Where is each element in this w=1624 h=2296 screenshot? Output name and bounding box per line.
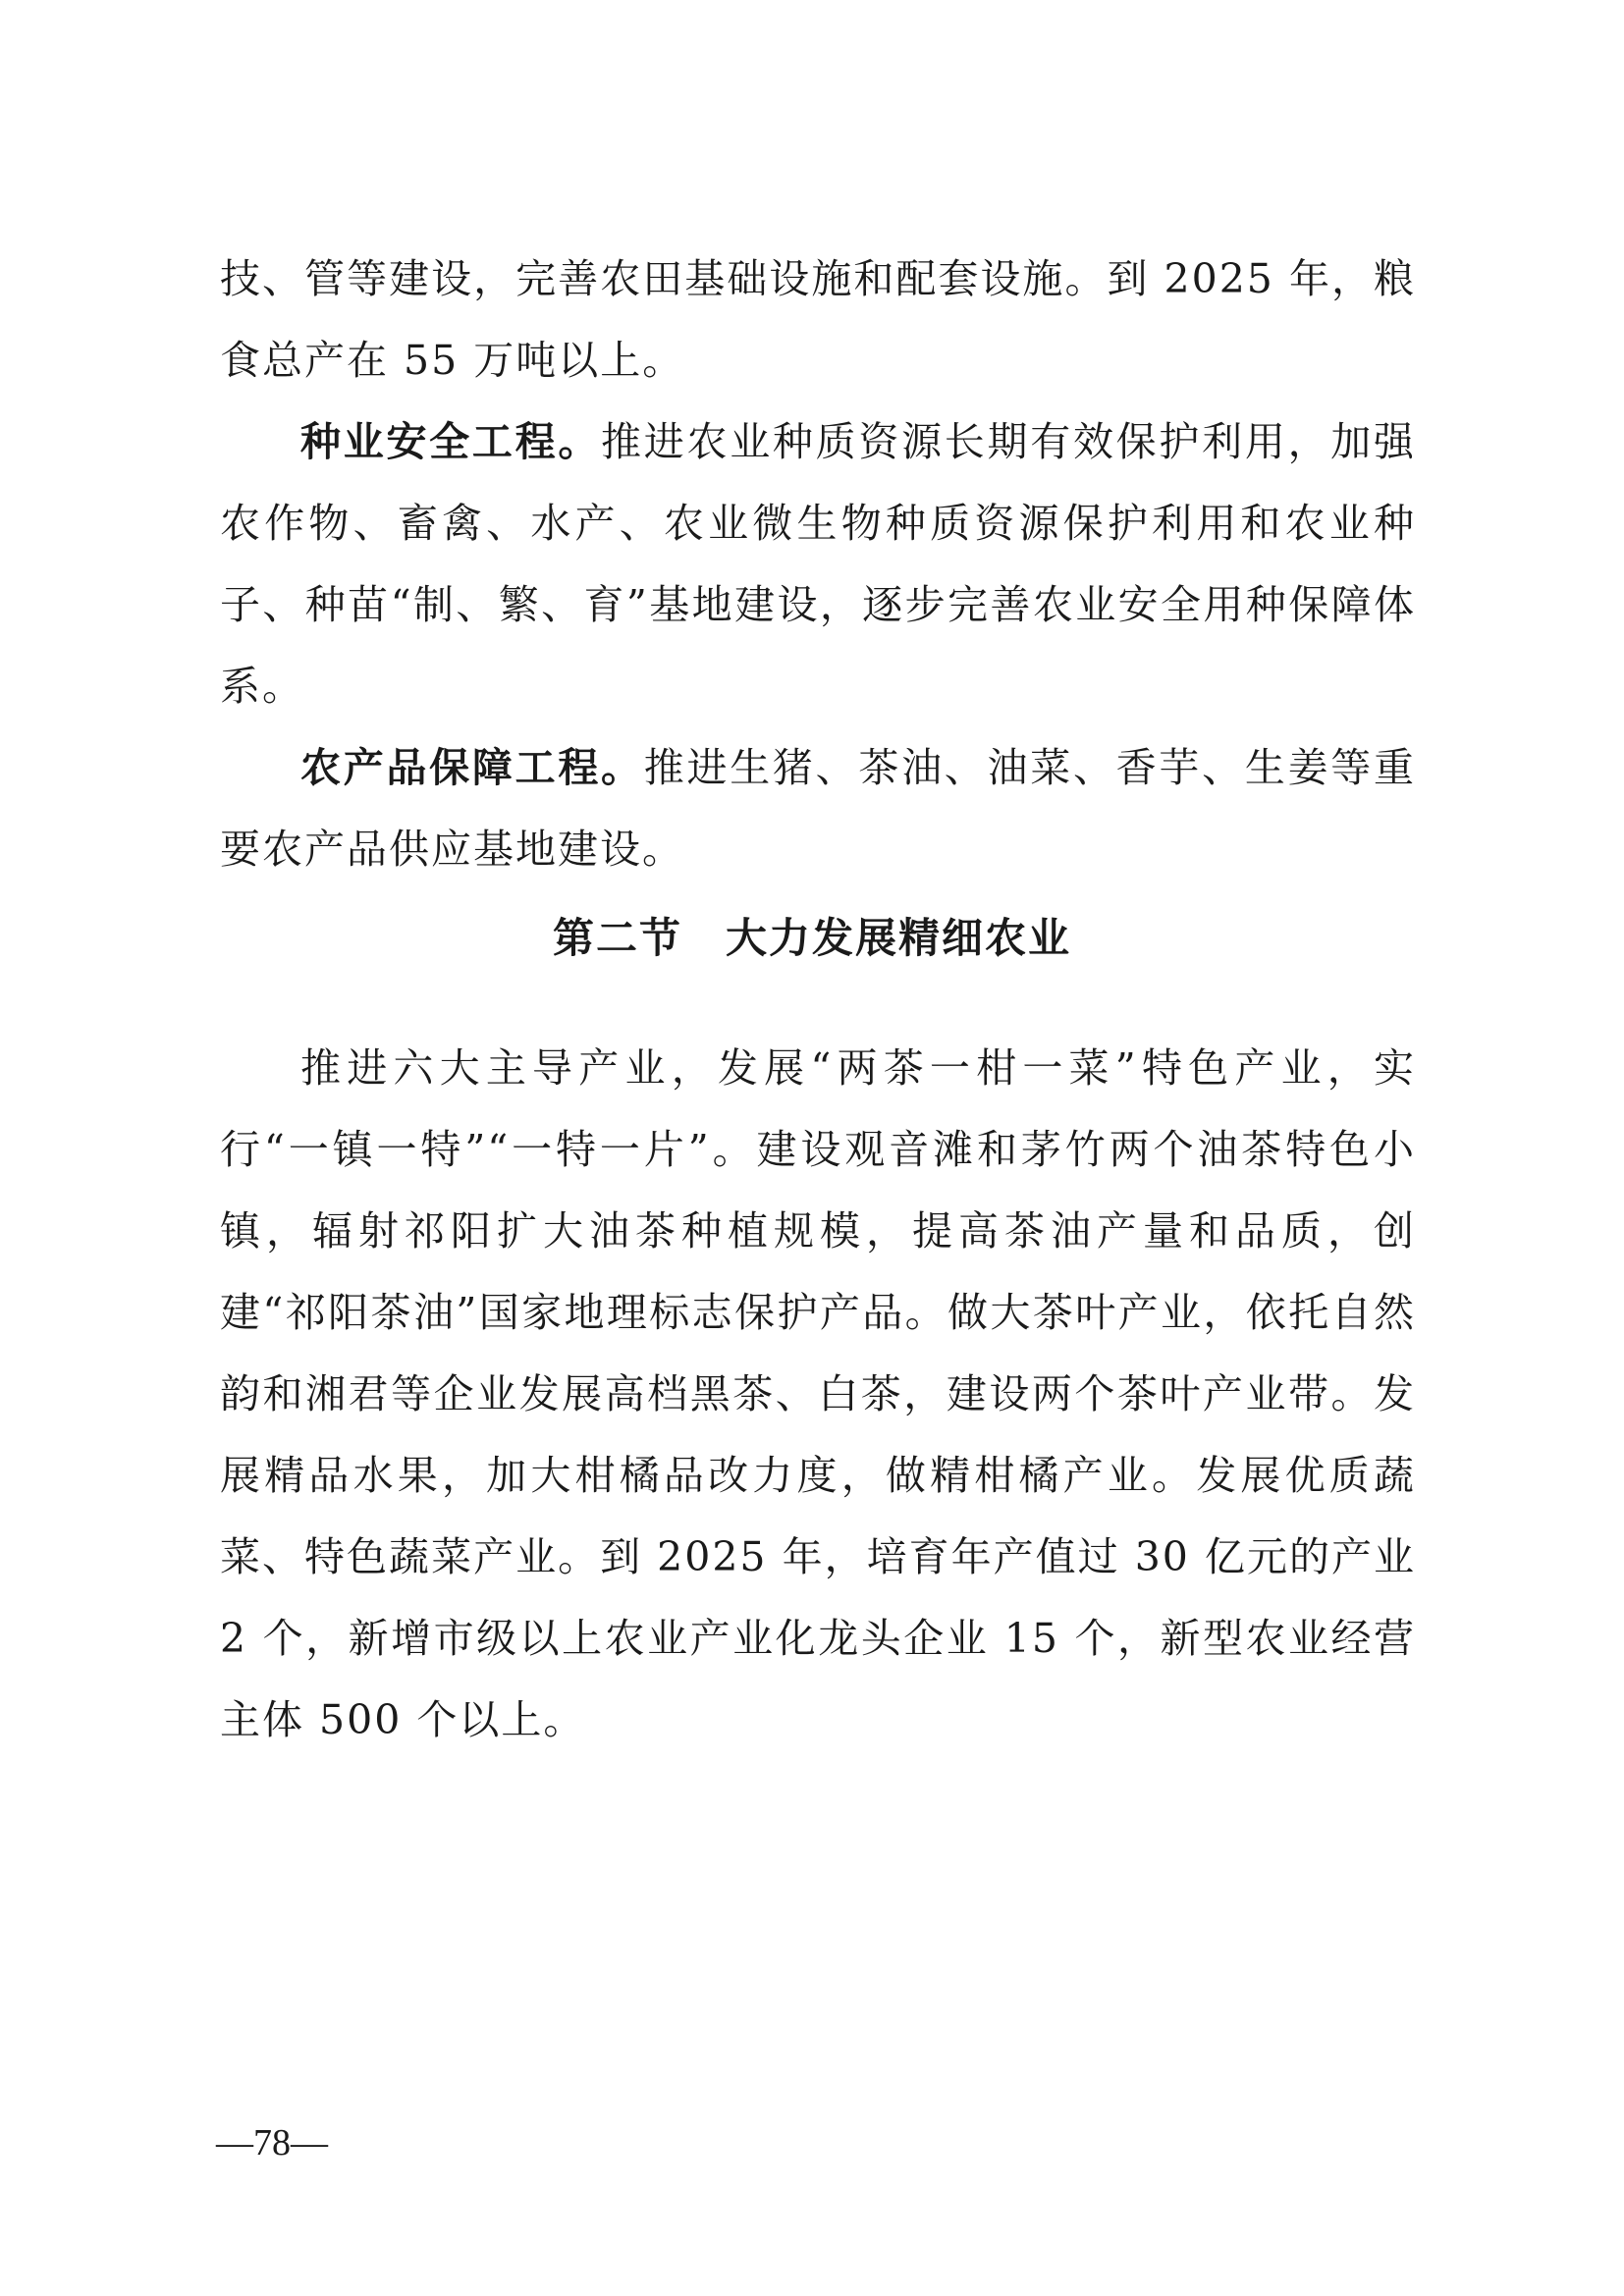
top-text-block	[220, 239, 1416, 890]
paragraph-farmland	[220, 239, 1416, 401]
paragraph-text: 推进六大主导产业，发展“两茶一柑一菜”特色产业，实行“一镇一特”“一特一片”。建设观音滩和茅竹两个油茶特色小镇，辐射祁阳扩大油茶种植规模，提高茶油产量和品质，创建“祁阳茶油”国家地理标志保护产品。做大茶叶产业，依托自然韵和湘君等企业发展高档黑茶、白茶，建设两个茶叶产业带。发展精品水果，加大柑橘品改力度，做精柑橘产业。发展优质蔬菜、特色蔬菜产业。到 2025 年，培育年产值过 30 亿元的产业 2 个，新增市级以上农业产业化龙头企业 15 个，新型农业经营主体 500 个以上。	[220, 1044, 1416, 1743]
paragraph-lead: 种业安全工程。	[300, 418, 602, 465]
paragraph-text: 推进生猪、茶油、油菜、香芋、生姜等重要农产品供应基地建设。	[220, 744, 1417, 873]
section-heading	[0, 909, 1624, 968]
paragraph-produce-supply	[220, 727, 1416, 890]
bottom-text-block	[220, 1028, 1416, 1761]
paragraph-lead: 农产品保障工程。	[300, 744, 644, 791]
paragraph-text: 技、管等建设，完善农田基础设施和配套设施。到 2025 年，粮食总产在 55 万吨以上。	[220, 255, 1416, 384]
section-number: 第二节	[552, 914, 682, 962]
section-title: 大力发展精细农业	[726, 914, 1072, 962]
paragraph-text: 推进农业种质资源长期有效保护利用，加强农作物、畜禽、水产、农业微生物种质资源保护利用和农业种子、种苗“制、繁、育”基地建设，逐步完善农业安全用种保障体系。	[220, 418, 1417, 710]
paragraph-seed-safety	[220, 401, 1416, 727]
page-number: —78—	[216, 2122, 328, 2163]
paragraph-refined-agriculture	[220, 1028, 1416, 1761]
